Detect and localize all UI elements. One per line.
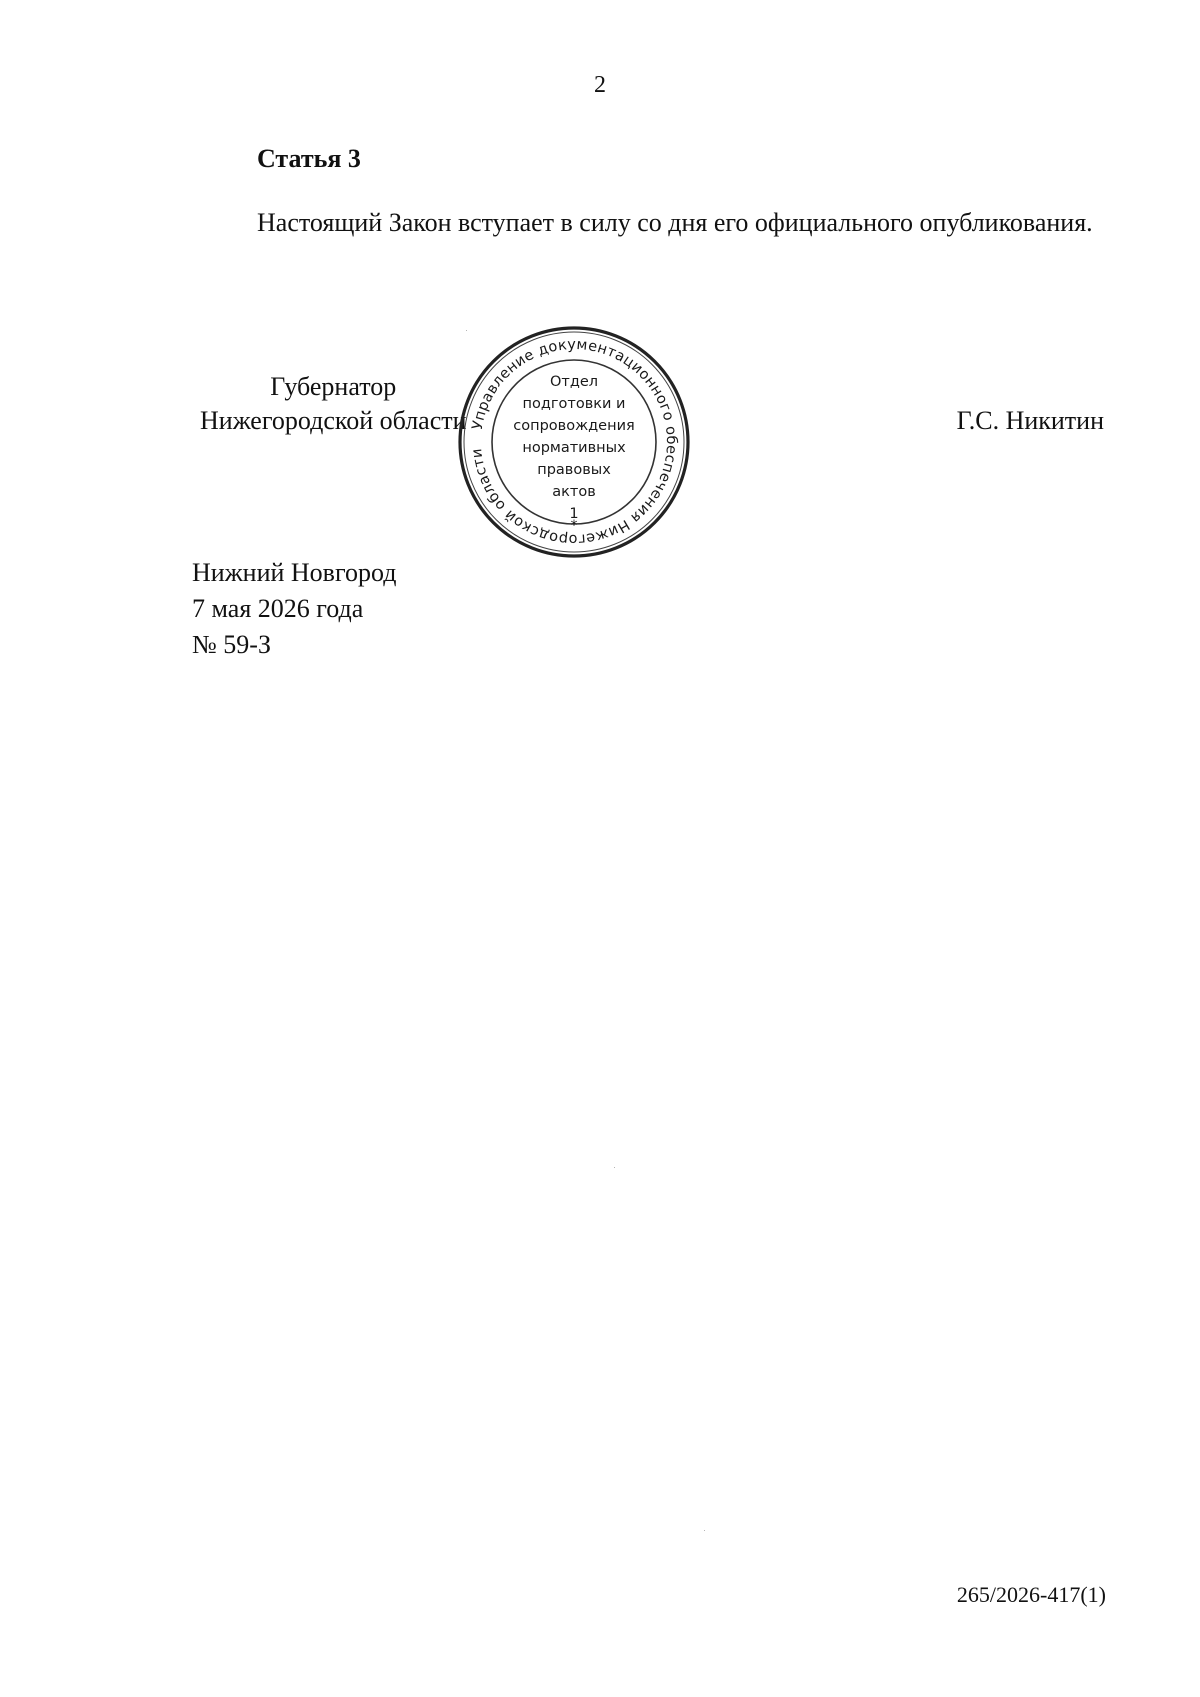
stamp-center-line: сопровождения bbox=[513, 418, 635, 434]
stamp-center-line: нормативных bbox=[522, 440, 626, 456]
stamp-number: 1 bbox=[569, 506, 579, 522]
stamp-star: * bbox=[570, 518, 578, 534]
registration-number: 265/2026-417(1) bbox=[956, 1582, 1106, 1607]
signer-title-line1: Губернатор bbox=[270, 372, 397, 401]
document-date: 7 мая 2026 года bbox=[192, 594, 364, 623]
official-stamp bbox=[454, 322, 694, 562]
page-number: 2 bbox=[594, 72, 606, 98]
signer-name: Г.С. Никитин bbox=[956, 406, 1104, 435]
official-stamp-graphic bbox=[454, 322, 694, 562]
stamp-ring-textpath: Управление документационного обеспечения Нижегородской области bbox=[469, 336, 680, 548]
stamp-center-line: правовых bbox=[537, 462, 611, 478]
article-body: Настоящий Закон вступает в силу со дня его официального опубликования. bbox=[257, 208, 1093, 237]
stamp-center-line: Отдел bbox=[549, 374, 599, 390]
place-date-block bbox=[192, 555, 396, 663]
stamp-center-line: актов bbox=[552, 484, 596, 500]
scan-speck bbox=[614, 1167, 615, 1168]
scan-speck bbox=[704, 1530, 705, 1531]
article-heading: Статья 3 bbox=[257, 144, 361, 173]
stamp-center-text bbox=[513, 374, 634, 522]
signer-title bbox=[200, 370, 467, 438]
law-number: № 59-З bbox=[192, 630, 271, 659]
scan-speck bbox=[466, 330, 467, 331]
stamp-center-line: подготовки и bbox=[522, 396, 626, 412]
place-city: Нижний Новгород bbox=[192, 558, 397, 587]
signer-title-line2: Нижегородской области bbox=[200, 406, 467, 435]
